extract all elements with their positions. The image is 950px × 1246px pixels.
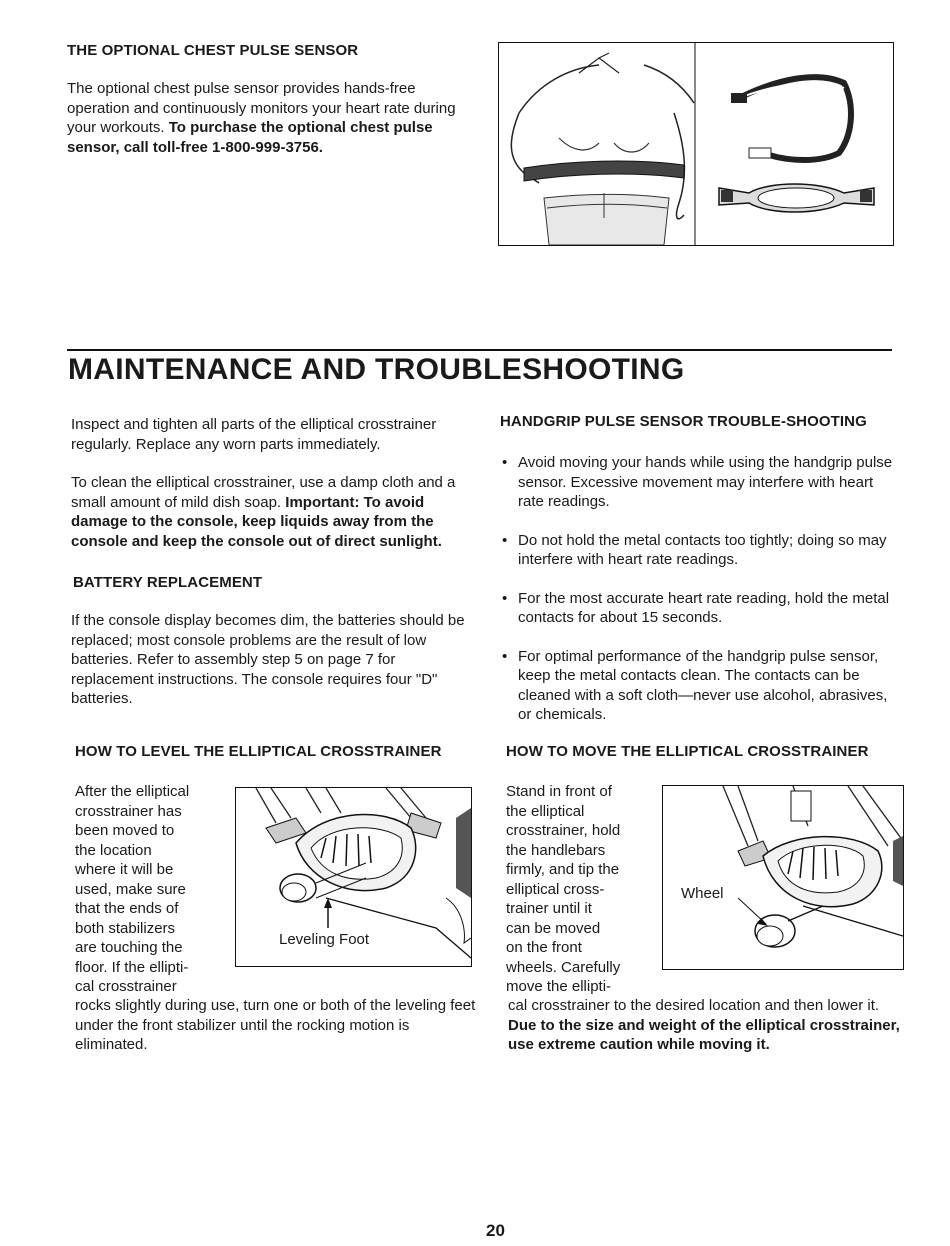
move-line: elliptical cross- xyxy=(506,880,605,898)
battery-heading: BATTERY REPLACEMENT xyxy=(73,574,263,591)
move-line: move the ellipti- xyxy=(506,978,612,995)
chest-sensor-drawing xyxy=(499,43,893,245)
chest-sensor-illustration xyxy=(498,42,894,246)
level-line: where it will be xyxy=(75,861,174,878)
level-line: used, make sure xyxy=(75,880,186,898)
handgrip-tip xyxy=(500,589,900,628)
handgrip-tip xyxy=(500,453,900,512)
wheel-illustration xyxy=(662,785,904,970)
wheel-drawing xyxy=(663,786,903,969)
leveling-foot-illustration xyxy=(235,787,472,967)
bullet-icon: • xyxy=(502,589,508,607)
clean-warning: Important: To avoid damage to the console, keep liquids away from the console and keep the console out of direct sunlight. xyxy=(71,493,442,550)
level-line: the location xyxy=(75,841,152,859)
level-text-lines xyxy=(75,782,235,997)
handgrip-tip-text: Do not hold the metal contacts too tightly; doing so may interfere with heart rate readings. xyxy=(518,531,887,568)
handgrip-tips-list xyxy=(500,453,900,744)
level-line: After the elliptical xyxy=(75,783,190,800)
intro-paragraph-inspect: Inspect and tighten all parts of the elliptical crosstrainer regularly. Replace any worn parts immediately. xyxy=(71,416,437,453)
chest-sensor-section xyxy=(67,42,477,157)
level-line: are touching the xyxy=(75,939,183,956)
level-heading: HOW TO LEVEL THE ELLIPTICAL CROSSTRAINER xyxy=(75,743,442,760)
left-column xyxy=(71,415,481,709)
move-line: the handlebars xyxy=(506,841,606,859)
bullet-icon: • xyxy=(502,454,508,471)
handgrip-tip-text: For the most accurate heart rate reading, hold the metal contacts for about 15 seconds. xyxy=(518,589,890,626)
page-number: 20 xyxy=(486,1221,505,1240)
title-rule xyxy=(67,349,892,351)
handgrip-heading: HANDGRIP PULSE SENSOR TROUBLE-SHOOTING xyxy=(500,413,867,430)
move-line: firmly, and tip the xyxy=(506,861,620,878)
level-line: cal crosstrainer xyxy=(75,978,177,995)
level-line: that the ends of xyxy=(75,900,179,917)
move-rest-text: cal crosstrainer to the desired location and then lower it. xyxy=(508,997,880,1014)
handgrip-tip-text: Avoid moving your hands while using the handgrip pulse sensor. Excessive movement may interfere with heart rate readings. xyxy=(518,454,893,510)
clean-instructions: To clean the elliptical crosstrainer, use a damp cloth and a small amount of mild dish soap. xyxy=(71,474,456,511)
move-text-lines xyxy=(506,782,656,997)
move-line: trainer until it xyxy=(506,900,592,917)
leveling-foot-label: Leveling Foot xyxy=(279,931,370,948)
chest-sensor-body: The optional chest pulse sensor provides hands-free operation and continuously monitors your heart rate during your workouts. xyxy=(67,80,456,136)
handgrip-tip xyxy=(500,531,900,570)
chest-sensor-purchase-note: To purchase the optional chest pulse sensor, call toll-free 1-800-999-3756. xyxy=(67,119,433,156)
bullet-icon: • xyxy=(502,531,508,549)
move-line: crosstrainer, hold xyxy=(506,822,621,839)
level-line: both stabilizers xyxy=(75,919,176,937)
move-text-rest xyxy=(508,996,908,1055)
intro-paragraph-clean xyxy=(71,473,471,551)
chest-sensor-text xyxy=(67,79,467,157)
chest-sensor-heading: THE OPTIONAL CHEST PULSE SENSOR xyxy=(67,42,359,59)
move-heading: HOW TO MOVE THE ELLIPTICAL CROSSTRAINER xyxy=(506,743,869,760)
page-title: MAINTENANCE AND TROUBLESHOOTING xyxy=(68,353,685,386)
move-line: the elliptical xyxy=(506,802,585,820)
move-line: can be moved xyxy=(506,919,601,937)
handgrip-tip-text: For optimal performance of the handgrip pulse sensor, keep the metal contacts clean. The contacts can be cleaned with a soft cloth—never use alcohol, abrasives, or chemicals. xyxy=(518,647,888,723)
move-line: wheels. Carefully xyxy=(506,958,621,976)
handgrip-tip xyxy=(500,647,900,725)
wheel-label: Wheel xyxy=(681,885,724,902)
battery-text: If the console display becomes dim, the batteries should be replaced; most console problems are the result of low batteries. Refer to assembly step 5 on page 7 for replacement instructions. The console requires four "D" batteries. xyxy=(71,612,465,707)
level-line: crosstrainer has xyxy=(75,802,182,820)
move-line: Stand in front of xyxy=(506,783,612,800)
level-line: been moved to xyxy=(75,822,175,839)
move-line: on the front xyxy=(506,939,582,956)
move-warning: Due to the size and weight of the elliptical crosstrainer, use extreme caution while moving it. xyxy=(508,1016,900,1053)
level-line: floor. If the ellipti- xyxy=(75,958,189,976)
bullet-icon: • xyxy=(502,647,508,665)
level-text-rest: rocks slightly during use, turn one or both of the leveling feet under the front stabilizer until the rocking motion is eliminated. xyxy=(75,997,476,1053)
